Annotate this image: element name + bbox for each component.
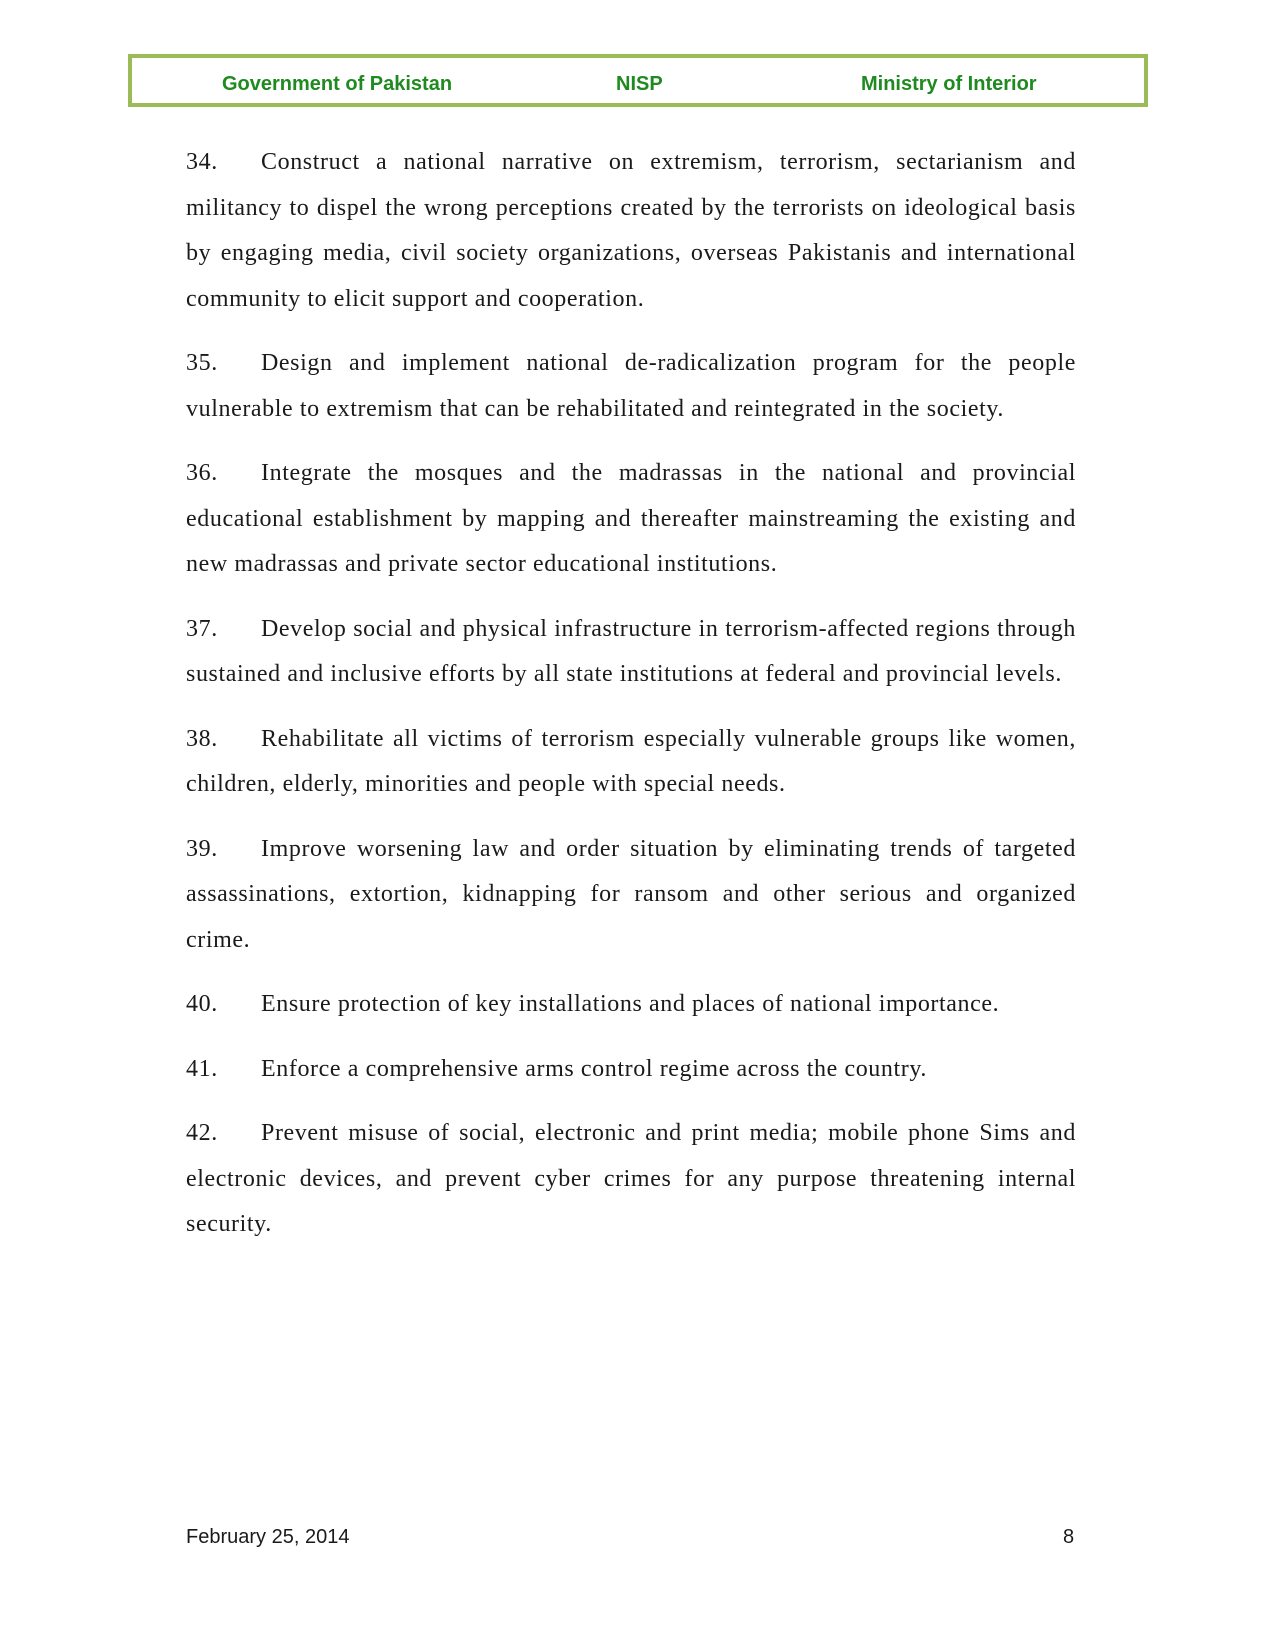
paragraph-number: 35. — [186, 350, 218, 376]
paragraph-42 — [186, 1111, 1076, 1248]
paragraph-text: Develop social and physical infrastructure in terrorism-affected regions through sustained and inclusive efforts by all state institutions at federal and provincial levels. — [186, 615, 1076, 687]
footer-date: February 25, 2014 — [186, 1526, 350, 1548]
paragraph-text: Enforce a comprehensive arms control regime across the country. — [261, 1055, 927, 1082]
header-government: Government of Pakistan — [222, 73, 453, 95]
paragraph-34 — [186, 140, 1076, 322]
paragraph-number: 40. — [186, 991, 218, 1017]
paragraph-number: 34. — [186, 149, 218, 175]
document-body — [186, 140, 1076, 1267]
paragraph-41 — [186, 1047, 1076, 1093]
paragraph-38 — [186, 717, 1076, 808]
paragraph-text: Improve worsening law and order situation by eliminating trends of targeted assassinations, extortion, kidnapping for ransom and other serious and organized crime. — [186, 835, 1076, 953]
paragraph-text: Rehabilitate all victims of terrorism especially vulnerable groups like women, children, elderly, minorities and people with special needs. — [186, 725, 1076, 797]
paragraph-36 — [186, 451, 1076, 588]
page-header — [128, 54, 1148, 107]
header-ministry: Ministry of Interior — [861, 73, 1037, 95]
paragraph-text: Design and implement national de-radicalization program for the people vulnerable to extremism that can be rehabilitated and reintegrated in the society. — [186, 350, 1076, 422]
paragraph-number: 37. — [186, 615, 218, 642]
paragraph-number: 39. — [186, 835, 218, 862]
paragraph-text: Prevent misuse of social, electronic and print media; mobile phone Sims and electronic devices, and prevent cyber crimes for any purpose threatening internal security. — [186, 1120, 1076, 1237]
paragraph-number: 41. — [186, 1055, 218, 1082]
paragraph-number: 36. — [186, 460, 218, 486]
paragraph-text: Ensure protection of key installations and places of national importance. — [261, 991, 1000, 1017]
paragraph-number: 38. — [186, 725, 218, 752]
paragraph-39 — [186, 827, 1076, 964]
paragraph-40 — [186, 982, 1076, 1028]
page-number: 8 — [1063, 1526, 1075, 1548]
paragraph-35 — [186, 341, 1076, 432]
header-nisp: NISP — [616, 73, 663, 95]
paragraph-37 — [186, 607, 1076, 698]
paragraph-text: Construct a national narrative on extremism, terrorism, sectarianism and militancy to dispel the wrong perceptions created by the terrorists on ideological basis by engaging media, civil society organizations, overseas Pakistanis and international community to elicit support and cooperation. — [186, 149, 1076, 312]
paragraph-number: 42. — [186, 1120, 218, 1146]
paragraph-text: Integrate the mosques and the madrassas in the national and provincial educational establishment by mapping and thereafter mainstreaming the existing and new madrassas and private sector educational institutions. — [186, 460, 1076, 577]
